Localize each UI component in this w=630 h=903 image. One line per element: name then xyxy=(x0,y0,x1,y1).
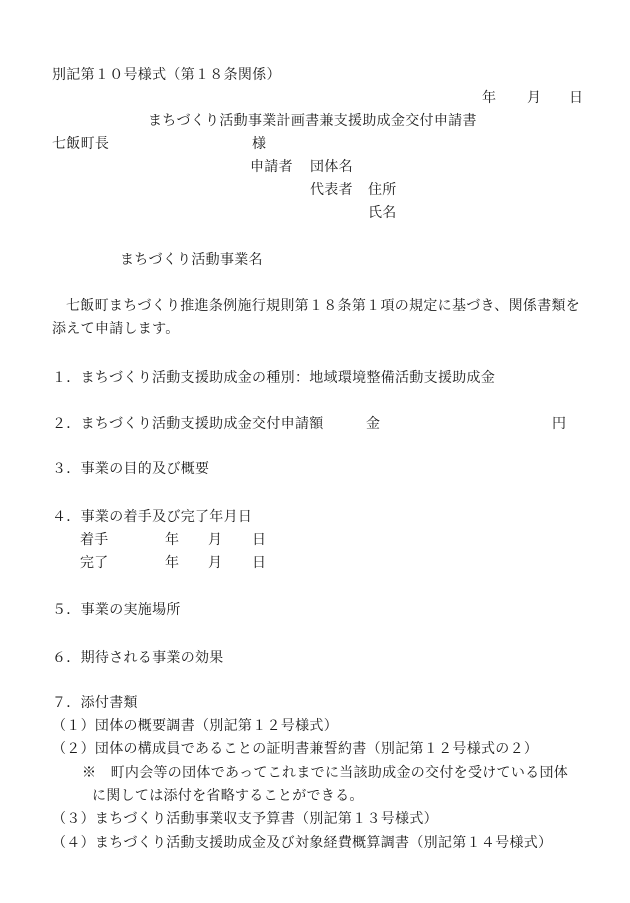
attachment-item: （２）団体の構成員であることの証明書兼誓約書（別記第１２号様式の２） xyxy=(52,741,539,757)
project-name-label: まちづくり活動事業名 xyxy=(120,252,263,268)
attachment-item: （１）団体の概要調書（別記第１２号様式） xyxy=(52,718,338,734)
representative-label: 代表者 xyxy=(310,182,353,198)
attachment-item: （３）まちづくり活動事業収支予算書（別記第１３号様式） xyxy=(52,811,438,827)
document-title: まちづくり活動事業計画書兼支援助成金交付申請書 xyxy=(148,113,477,129)
name-label: 氏名 xyxy=(368,205,397,221)
addressee-honorific: 様 xyxy=(252,136,267,152)
end-month-label: 月 xyxy=(208,555,223,571)
statement-line-2: 添えて申請します。 xyxy=(52,321,180,337)
date-month-label: 月 xyxy=(527,90,542,106)
start-day-label: 日 xyxy=(252,532,267,548)
section-5-location: ５．事業の実施場所 xyxy=(52,602,181,618)
addressee-name: 七飯町長 xyxy=(52,136,110,152)
date-year-label: 年 xyxy=(482,90,497,106)
section-3-purpose: ３．事業の目的及び概要 xyxy=(52,461,210,477)
amount-suffix: 円 xyxy=(552,416,567,432)
end-day-label: 日 xyxy=(252,555,267,571)
section-4-schedule: ４．事業の着手及び完了年月日 xyxy=(52,509,253,525)
section-1-grant-type: １．まちづくり活動支援助成金の種別：地域環境整備活動支援助成金 xyxy=(52,370,496,386)
address-label: 住所 xyxy=(368,182,397,198)
section-7-attachments: ７．添付書類 xyxy=(52,695,138,711)
section-2-grant-amount: ２．まちづくり活動支援助成金交付申請額 xyxy=(52,416,324,432)
statement-line-1: 七飯町まちづくり推進条例施行規則第１８条第１項の規定に基づき、関係書類を xyxy=(66,298,581,314)
end-label: 完了 xyxy=(80,555,109,571)
section-6-effects: ６．期待される事業の効果 xyxy=(52,650,224,666)
applicant-label: 申請者 xyxy=(250,159,293,175)
group-name-label: 団体名 xyxy=(310,159,353,175)
attachment-note-line-1: ※ 町内会等の団体であってこれまでに当該助成金の交付を受けている団体 xyxy=(82,765,569,781)
amount-prefix: 金 xyxy=(366,416,381,432)
attachment-note-line-2: に関しては添付を省略することができる。 xyxy=(92,788,364,804)
start-year-label: 年 xyxy=(165,532,180,548)
start-month-label: 月 xyxy=(208,532,223,548)
start-label: 着手 xyxy=(80,532,109,548)
form-reference: 別記第１０号様式（第１８条関係） xyxy=(52,67,281,83)
attachment-item: （４）まちづくり活動支援助成金及び対象経費概算調書（別記第１４号様式） xyxy=(52,835,553,851)
end-year-label: 年 xyxy=(165,555,180,571)
date-day-label: 日 xyxy=(569,90,584,106)
